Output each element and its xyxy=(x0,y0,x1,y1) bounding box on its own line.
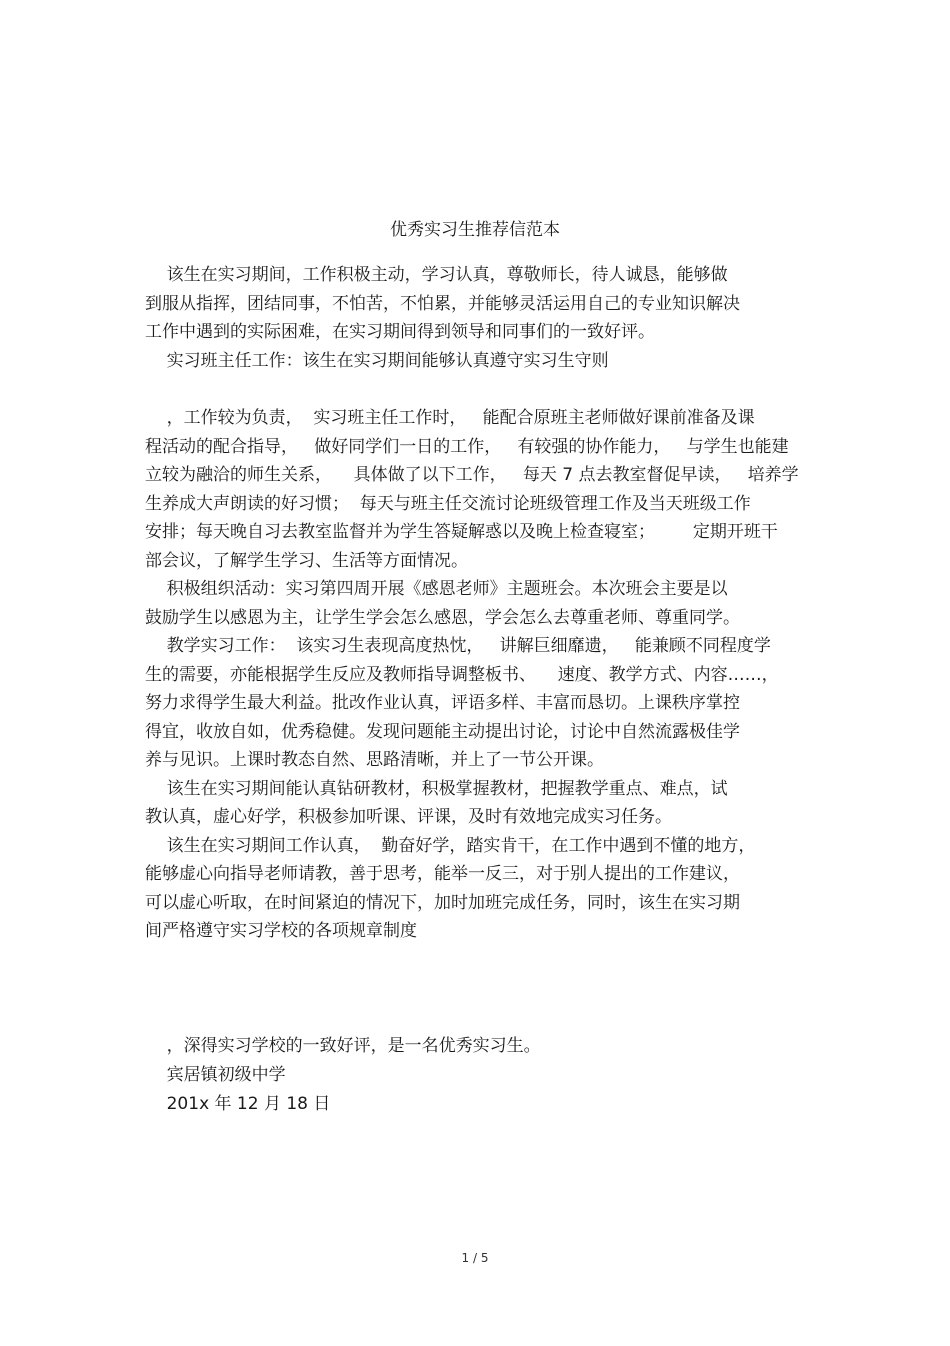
paragraph-line: 立较为融洽的师生关系， 具体做了以下工作， 每天 7 点去教室督促早读， 培养学 xyxy=(145,465,799,485)
paragraph-line: 教认真，虚心好学，积极参加听课、评课，及时有效地完成实习任务。 xyxy=(145,807,672,827)
paragraph-line: 部会议，了解学生学习、生活等方面情况。 xyxy=(145,551,468,571)
paragraph-line: 该生在实习期间能认真钻研教材，积极掌握教材，把握教学重点、难点，试 xyxy=(145,779,728,799)
signature-date: 201x 年 12 月 18 日 xyxy=(145,1094,331,1114)
school-name: 宾居镇初级中学 xyxy=(145,1065,286,1085)
page-number: 1 / 5 xyxy=(461,1251,489,1265)
paragraph-line: ，工作较为负责， 实习班主任工作时， 能配合原班主老师做好课前准备及课 xyxy=(145,408,755,428)
paragraph-line: 程活动的配合指导， 做好同学们一日的工作， 有较强的协作能力， 与学生也能建 xyxy=(145,437,789,457)
paragraph-line: 鼓励学生以感恩为主，让学生学会怎么感恩，学会怎么去尊重老师、尊重同学。 xyxy=(145,608,740,628)
paragraph-line: 可以虚心听取，在时间紧迫的情况下，加时加班完成任务，同时，该生在实习期 xyxy=(145,893,740,913)
paragraph-line: 生的需要，亦能根据学生反应及教师指导调整板书、 速度、教学方式、内容……， xyxy=(145,665,779,685)
paragraph-line: 安排；每天晚自习去教室监督并为学生答疑解惑以及晚上检查寝室； 定期开班干 xyxy=(145,522,778,542)
paragraph-line: 该生在实习期间工作认真， 勤奋好学，踏实肯干，在工作中遇到不懂的地方， xyxy=(145,836,756,856)
paragraph-line: 生养成大声朗读的好习惯； 每天与班主任交流讨论班级管理工作及当天班级工作 xyxy=(145,494,751,514)
paragraph-line: 养与见识。上课时教态自然、思路清晰，并上了一节公开课。 xyxy=(145,750,604,770)
paragraph-line: 实习班主任工作：该生在实习期间能够认真遵守实习生守则 xyxy=(145,351,609,371)
paragraph-line: 工作中遇到的实际困难，在实习期间得到领导和同事们的一致好评。 xyxy=(145,322,655,342)
paragraph-line: 该生在实习期间，工作积极主动，学习认真，尊敬师长，待人诚恳，能够做 xyxy=(145,265,728,285)
paragraph-line: 积极组织活动：实习第四周开展《感恩老师》主题班会。本次班会主要是以 xyxy=(145,579,728,599)
paragraph-line: 到服从指挥，团结同事，不怕苦，不怕累，并能够灵活运用自己的专业知识解决 xyxy=(145,294,740,314)
document-title: 优秀实习生推荐信范本 xyxy=(390,220,560,240)
paragraph-line: 努力求得学生最大利益。批改作业认真，评语多样、丰富而恳切。上课秩序掌控 xyxy=(145,693,740,713)
paragraph-line: 间严格遵守实习学校的各项规章制度 xyxy=(145,921,417,941)
paragraph-line: 教学实习工作： 该实习生表现高度热忱， 讲解巨细靡遗， 能兼顾不同程度学 xyxy=(145,636,771,656)
paragraph-line: 得宜，收放自如，优秀稳健。发现问题能主动提出讨论，讨论中自然流露极佳学 xyxy=(145,722,740,742)
paragraph-line: 能够虚心向指导老师请教，善于思考，能举一反三，对于别人提出的工作建议， xyxy=(145,864,740,884)
closing-line: ，深得实习学校的一致好评，是一名优秀实习生。 xyxy=(145,1036,541,1056)
